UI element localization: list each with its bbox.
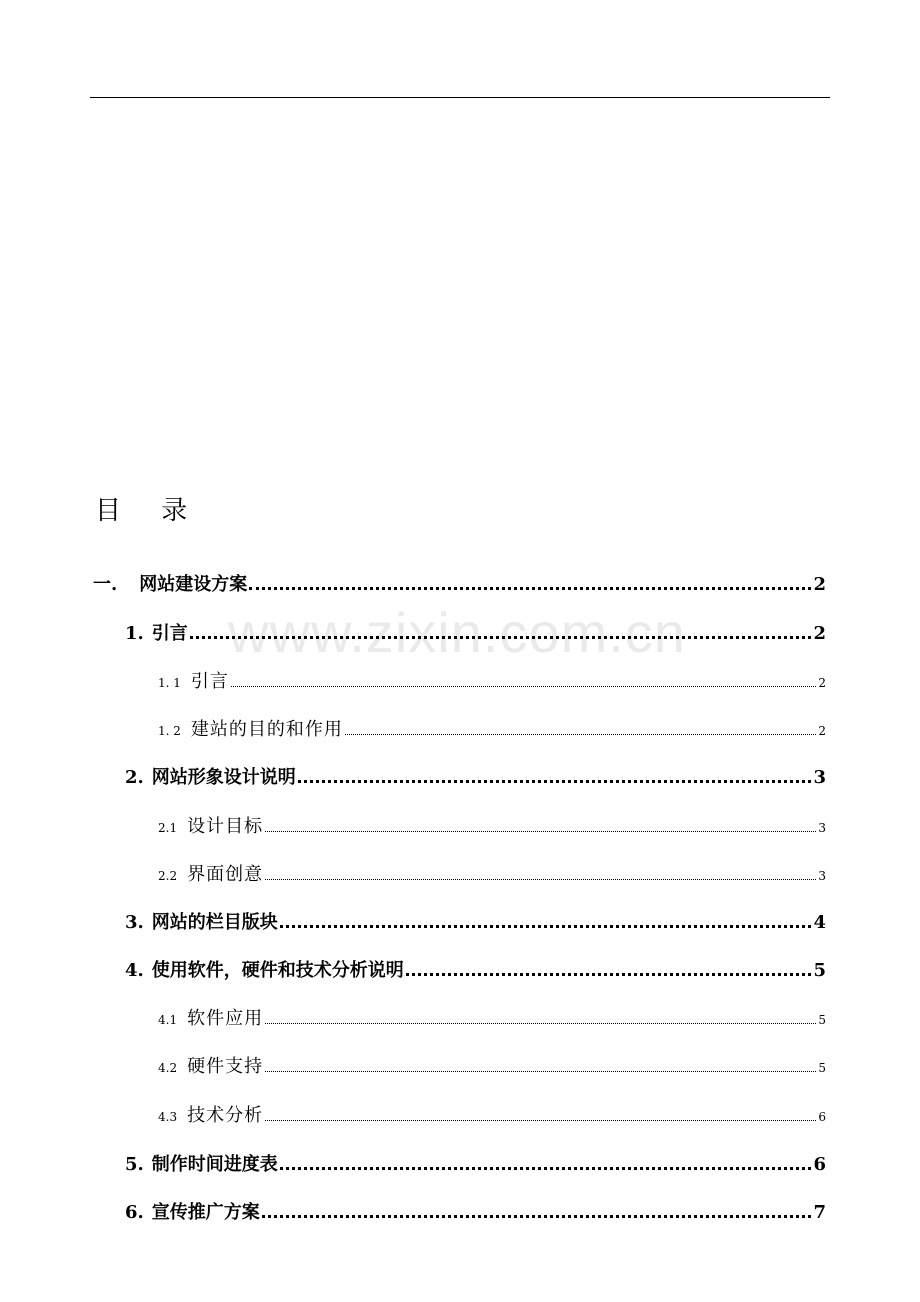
toc-entry-label: 网站的栏目版块 — [151, 912, 278, 933]
toc-leader-dots — [265, 828, 816, 832]
toc-entry-label: 制作时间进度表 — [151, 1154, 278, 1175]
toc-entry-number: 6. — [125, 1202, 144, 1223]
toc-entry-page: 4 — [813, 912, 826, 933]
toc-leader-dots — [262, 1212, 812, 1218]
toc-entry-number: 3. — [125, 912, 144, 933]
toc-entry[interactable] — [158, 715, 826, 741]
toc-entry-page: 2 — [818, 724, 826, 738]
toc-entry[interactable] — [158, 667, 826, 693]
toc-leader-dots — [298, 777, 812, 783]
toc-entry-page: 3 — [818, 821, 826, 835]
toc-entry[interactable] — [93, 570, 826, 596]
toc-leader-dots — [265, 1020, 816, 1024]
toc-entry[interactable] — [125, 908, 826, 934]
toc-entry-page: 2 — [813, 623, 826, 644]
toc-entry[interactable] — [125, 956, 826, 982]
toc-leader-dots — [345, 731, 816, 735]
toc-entry-number: 4.2 — [158, 1061, 178, 1075]
toc-leader-dots — [249, 584, 811, 590]
toc-entry-number: 1. — [125, 623, 144, 644]
toc-entry[interactable] — [158, 1004, 826, 1030]
toc-entry[interactable] — [158, 1101, 826, 1127]
toc-entry-number: 4. — [125, 960, 144, 981]
toc-entry-label: 设计目标 — [187, 816, 264, 837]
toc-entry-label: 使用软件，硬件和技术分析说明 — [151, 960, 404, 981]
toc-entry[interactable] — [158, 860, 826, 886]
toc-entry-label: 界面创意 — [187, 864, 264, 885]
toc-entry-page: 6 — [813, 1154, 826, 1175]
toc-entry-number: 2.1 — [158, 821, 178, 835]
toc-leader-dots — [190, 633, 812, 639]
toc-entry-label: 网站建设方案 — [139, 574, 248, 595]
toc-entry-page: 6 — [818, 1110, 826, 1124]
toc-entry-page: 5 — [818, 1061, 826, 1075]
toc-entry-number: 5. — [125, 1154, 144, 1175]
toc-entry-page: 5 — [818, 1013, 826, 1027]
toc-leader-dots — [265, 876, 816, 880]
toc-entry-number: 4.3 — [158, 1110, 178, 1124]
toc-entry-page: 3 — [818, 869, 826, 883]
watermark: www.zixin.com.cn — [228, 601, 686, 664]
toc-entry-label: 引言 — [151, 623, 188, 644]
toc-entry-label: 软件应用 — [187, 1008, 264, 1029]
toc-leader-dots — [280, 1164, 812, 1170]
toc-title: 目 录 — [95, 496, 204, 526]
toc-entry-label: 技术分析 — [187, 1105, 264, 1126]
toc-leader-dots — [265, 1068, 816, 1072]
header-rule — [90, 97, 830, 98]
toc-entry[interactable] — [158, 1052, 826, 1078]
toc-entry-number: 1. 2 — [158, 724, 181, 738]
toc-entry-number: 4.1 — [158, 1013, 178, 1027]
toc-entry[interactable] — [125, 619, 826, 645]
toc-leader-dots — [265, 1117, 816, 1121]
toc-entry-page: 2 — [813, 574, 826, 595]
toc-entry-label: 建站的目的和作用 — [190, 719, 343, 740]
toc-entry-page: 7 — [813, 1202, 826, 1223]
toc-entry-label: 宣传推广方案 — [151, 1202, 260, 1223]
toc-entry-page: 5 — [813, 960, 826, 981]
toc-entry[interactable] — [125, 763, 826, 789]
toc-entry-number: 2. — [125, 767, 144, 788]
toc-leader-dots — [406, 970, 812, 976]
toc-entry-page: 3 — [813, 767, 826, 788]
toc-entry-page: 2 — [818, 676, 826, 690]
toc-entry-label: 引言 — [190, 671, 229, 692]
toc-entry-number: 2.2 — [158, 869, 178, 883]
toc-entry[interactable] — [125, 1150, 826, 1176]
toc-entry-number: 1. 1 — [158, 676, 181, 690]
toc-entry-label: 网站形象设计说明 — [151, 767, 296, 788]
toc-entry[interactable] — [125, 1198, 826, 1224]
toc-entry-number: 一. — [93, 574, 118, 595]
toc-leader-dots — [280, 922, 812, 928]
toc-entry-label: 硬件支持 — [187, 1056, 264, 1077]
toc-leader-dots — [231, 683, 816, 687]
toc-entry[interactable] — [158, 812, 826, 838]
